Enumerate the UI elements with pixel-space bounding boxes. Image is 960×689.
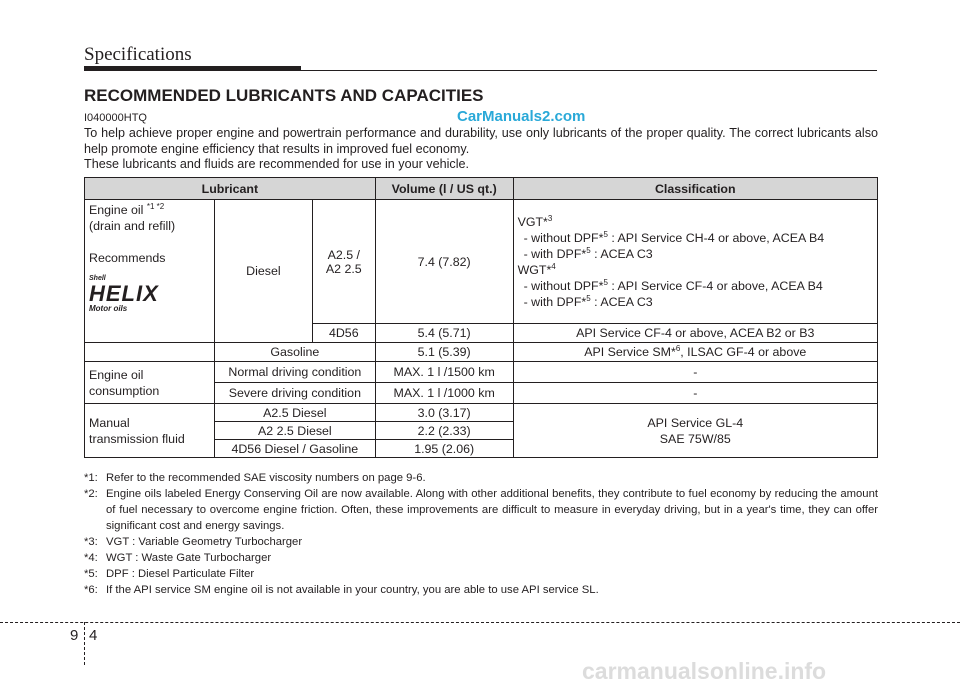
intro-paragraph-1: To help achieve proper engine and powertrain performance and durability, use only lubricants of the proper quality. The correct lubricants also help promote engine efficiency that results in improved fuel economy. <box>84 126 878 156</box>
engine-oil-drain-label: (drain and refill) <box>89 219 176 233</box>
footnote-text: WGT : Waste Gate Turbocharger <box>106 552 272 564</box>
manual-class-2: SAE 75W/85 <box>659 431 731 446</box>
d56-classification-cell: API Service CF-4 or above, ACEA B2 or B3 <box>513 324 877 343</box>
a25-engine-cell <box>312 200 375 324</box>
vgt-with-line <box>518 246 873 262</box>
manual-label-cell <box>85 404 215 458</box>
vgt-with-sup: 5 <box>586 245 591 255</box>
wgt-without-line <box>518 278 873 294</box>
a25-line2: A2 2.5 <box>325 261 362 276</box>
shell-helix-logo <box>89 272 183 314</box>
footnote-text: DPF : Diesel Particulate Filter <box>106 568 255 580</box>
footnote-mark: *5: <box>84 568 98 580</box>
table-row <box>85 200 878 324</box>
page-section-number: 9 <box>70 627 79 644</box>
section-title: Specifications <box>84 44 192 65</box>
consumption-label-2: consumption <box>89 383 160 398</box>
a25-classification-cell <box>513 200 877 324</box>
gasoline-cell: Gasoline <box>214 343 375 362</box>
gasoline-class-sup: 6 <box>675 343 681 353</box>
severe-condition-cell: Severe driving condition <box>214 383 375 404</box>
a25-line1: A2.5 / <box>327 247 360 262</box>
header-rule-thick <box>84 66 301 71</box>
wgt-without-spec: : API Service CF-4 or above, ACEA B4 <box>607 278 823 293</box>
normal-classification-cell: - <box>513 362 877 383</box>
gasoline-volume-cell: 5.1 (5.39) <box>375 343 513 362</box>
footnote-text: If the API service SM engine oil is not available in your country, you are able to use API service SL. <box>106 584 599 596</box>
header-volume: Volume (l / US qt.) <box>375 178 513 200</box>
table-row <box>85 404 878 422</box>
vgt-without-sup: 5 <box>603 229 608 239</box>
manual-volume-cell: 2.2 (2.33) <box>375 422 513 440</box>
footnote-mark: *2: <box>84 488 98 500</box>
d56-volume-cell: 5.4 (5.71) <box>375 324 513 343</box>
a25-volume-cell: 7.4 (7.82) <box>375 200 513 324</box>
wgt-without-sup: 5 <box>603 277 608 287</box>
footnotes <box>84 470 878 598</box>
manual-class-1: API Service GL-4 <box>647 415 744 430</box>
wgt-with-line <box>518 294 873 310</box>
footnote-text: Engine oils labeled Energy Conserving Oil are now available. Along with other additional benefits, they contribute to fuel economy by reducing the amount of fuel necessary to overcome engine friction. Often, these improvements are difficult to measure in everyday driving, but in a year's time, they can offer significant cost and energy savings. <box>106 488 878 532</box>
manual-name-cell: 4D56 Diesel / Gasoline <box>214 440 375 458</box>
footer-rule <box>0 622 960 623</box>
logo-name: HELIX <box>89 281 159 306</box>
manual-volume-cell: 3.0 (3.17) <box>375 404 513 422</box>
table-row <box>85 343 878 362</box>
recommends-label: Recommends <box>89 251 166 265</box>
diesel-cell: Diesel <box>214 200 312 343</box>
gasoline-empty-cell <box>85 343 215 362</box>
manual-label-1: Manual <box>89 415 130 430</box>
consumption-label-cell <box>85 362 215 404</box>
logo-sub: Motor oils <box>89 304 128 313</box>
manual-classification-cell <box>513 404 877 458</box>
footnote-text: VGT : Variable Geometry Turbocharger <box>106 536 303 548</box>
manual-label-2: transmission fluid <box>89 431 185 446</box>
engine-oil-notes-ref: *1 *2 <box>146 201 165 211</box>
footnote <box>84 566 878 582</box>
footnote <box>84 534 878 550</box>
footer-divider <box>84 622 85 665</box>
vgt-without: - without DPF* <box>523 230 604 245</box>
manual-name-cell: A2 2.5 Diesel <box>214 422 375 440</box>
footnote-mark: *6: <box>84 584 98 596</box>
gasoline-classification-cell <box>513 343 877 362</box>
wgt-without: - without DPF* <box>523 278 604 293</box>
footnote-mark: *3: <box>84 536 98 548</box>
logo-brand: Shell <box>89 275 106 282</box>
vgt-with: - with DPF* <box>523 246 587 261</box>
table-row <box>85 362 878 383</box>
footnote <box>84 486 878 534</box>
page-number: 4 <box>89 627 98 644</box>
footnote <box>84 550 878 566</box>
wgt-label: WGT* <box>517 262 552 277</box>
normal-condition-cell: Normal driving condition <box>214 362 375 383</box>
header-classification: Classification <box>513 178 877 200</box>
wgt-line <box>518 262 873 278</box>
document-code: I040000HTQ <box>84 112 147 124</box>
wgt-with-sup: 5 <box>586 293 591 303</box>
manual-volume-cell: 1.95 (2.06) <box>375 440 513 458</box>
vgt-sup: 3 <box>547 213 553 223</box>
vgt-without-line <box>518 230 873 246</box>
footnote <box>84 582 878 598</box>
footnote-mark: *4: <box>84 552 98 564</box>
wgt-with-spec: : ACEA C3 <box>590 294 653 309</box>
lubricants-table <box>84 177 878 458</box>
table-header-row <box>85 178 878 200</box>
severe-classification-cell: - <box>513 383 877 404</box>
footnote <box>84 470 878 486</box>
engine-oil-label: Engine oil <box>89 203 144 217</box>
site-watermark: carmanualsonline.info <box>582 658 827 684</box>
intro-paragraph-2: These lubricants and fluids are recommended for use in your vehicle. <box>84 157 470 171</box>
gasoline-class-b: , ILSAC GF-4 or above <box>680 345 807 359</box>
severe-value-cell: MAX. 1 l /1000 km <box>375 383 513 404</box>
header-lubricant: Lubricant <box>85 178 376 200</box>
vgt-line <box>518 214 873 230</box>
footnote-mark: *1: <box>84 472 98 484</box>
normal-value-cell: MAX. 1 l /1500 km <box>375 362 513 383</box>
vgt-label: VGT* <box>517 214 548 229</box>
header-rule-thin <box>301 70 877 71</box>
watermark-top: CarManuals2.com <box>457 108 586 125</box>
consumption-label-1: Engine oil <box>89 367 144 382</box>
vgt-with-spec: : ACEA C3 <box>590 246 653 261</box>
d56-cell: 4D56 <box>312 324 375 343</box>
page-heading: RECOMMENDED LUBRICANTS AND CAPACITIES <box>84 86 484 105</box>
wgt-with: - with DPF* <box>523 294 587 309</box>
wgt-sup: 4 <box>551 261 556 271</box>
footnote-text: Refer to the recommended SAE viscosity numbers on page 9-6. <box>106 472 426 484</box>
engine-oil-cell <box>85 200 215 343</box>
vgt-without-spec: : API Service CH-4 or above, ACEA B4 <box>607 230 825 245</box>
gasoline-class-a: API Service SM* <box>584 345 676 359</box>
manual-name-cell: A2.5 Diesel <box>214 404 375 422</box>
